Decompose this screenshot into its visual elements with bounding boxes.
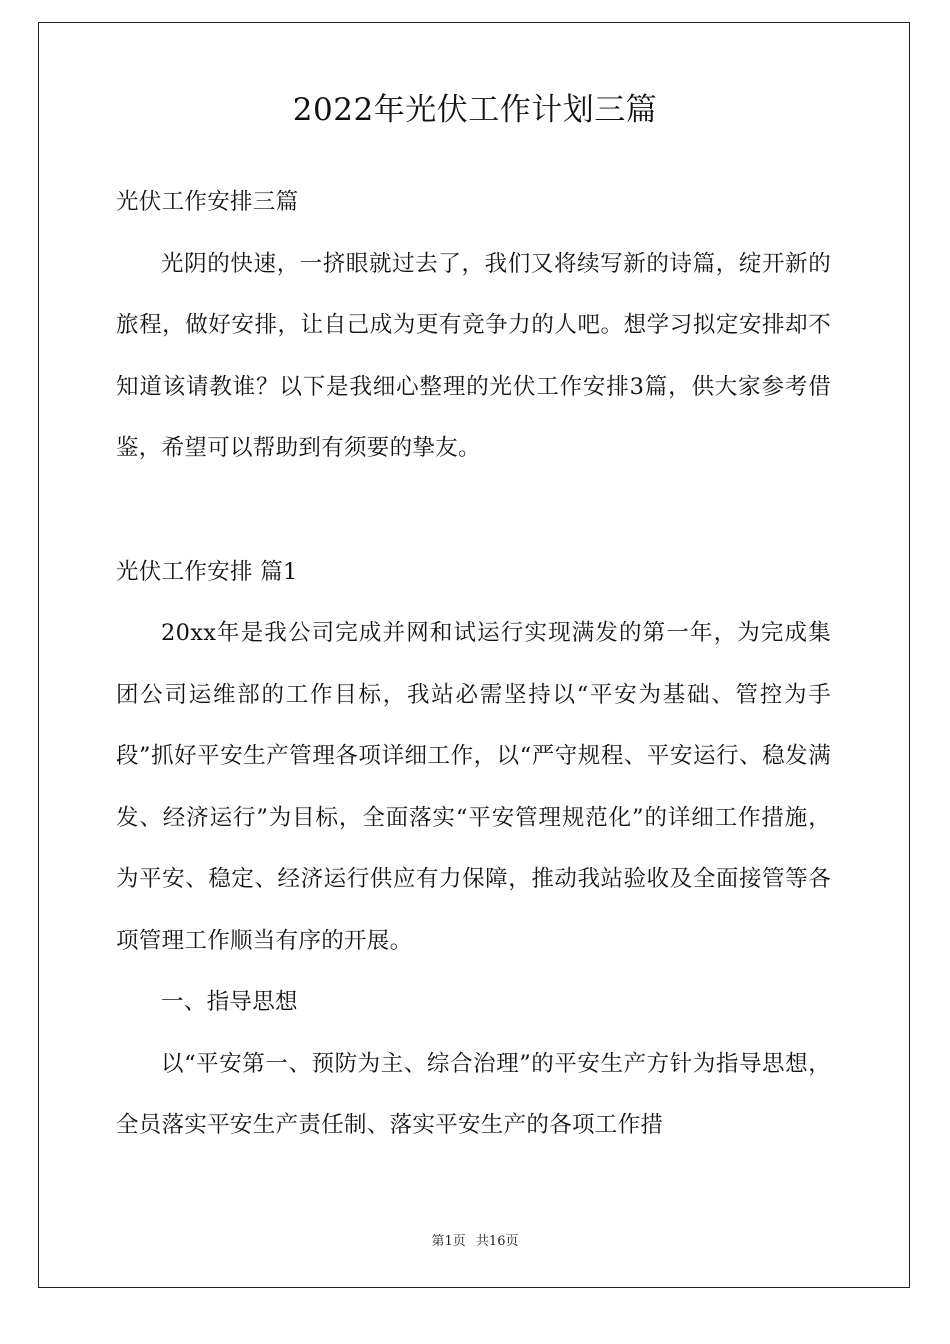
body-paragraph: 以“平安第一、预防为主、综合治理”的平安生产方针为指导思想，全员落实平安生产责任制、落实平安生产的各项工作措 [116, 1050, 831, 1138]
intro-paragraph: 光阴的快速，一挤眼就过去了，我们又将续写新的诗篇，绽开新的旅程，做好安排，让自己成为更有竞争力的人吧。想学习拟定安排却不知道该请教谁？以下是我细心整理的光伏工作安排3篇，供大家参考借鉴，希望可以帮助到有须要的挚友。 [116, 250, 831, 461]
document-title: 2022年光伏工作计划三篇 [292, 92, 658, 128]
document-body [116, 172, 831, 1157]
page-number-footer: 第1页 共16页 [431, 1234, 519, 1249]
section-heading: 光伏工作安排三篇 [116, 189, 299, 215]
subsection-heading: 一、指导思想 [161, 989, 298, 1015]
body-paragraph: 20xx年是我公司完成并网和试运行实现满发的第一年，为完成集团公司运维部的工作目标，我站必需坚持以“平安为基础、管控为手段”抓好平安生产管理各项详细工作，以“严守规程、平安运行、稳发满发、经济运行”为目标，全面落实“平安管理规范化”的详细工作措施，为平安、稳定、经济运行供应有力保障，推动我站验收及全面接管等各项管理工作顺当有序的开展。 [116, 620, 831, 954]
section-heading: 光伏工作安排 篇1 [116, 558, 298, 585]
paragraph-spacer [116, 480, 831, 542]
